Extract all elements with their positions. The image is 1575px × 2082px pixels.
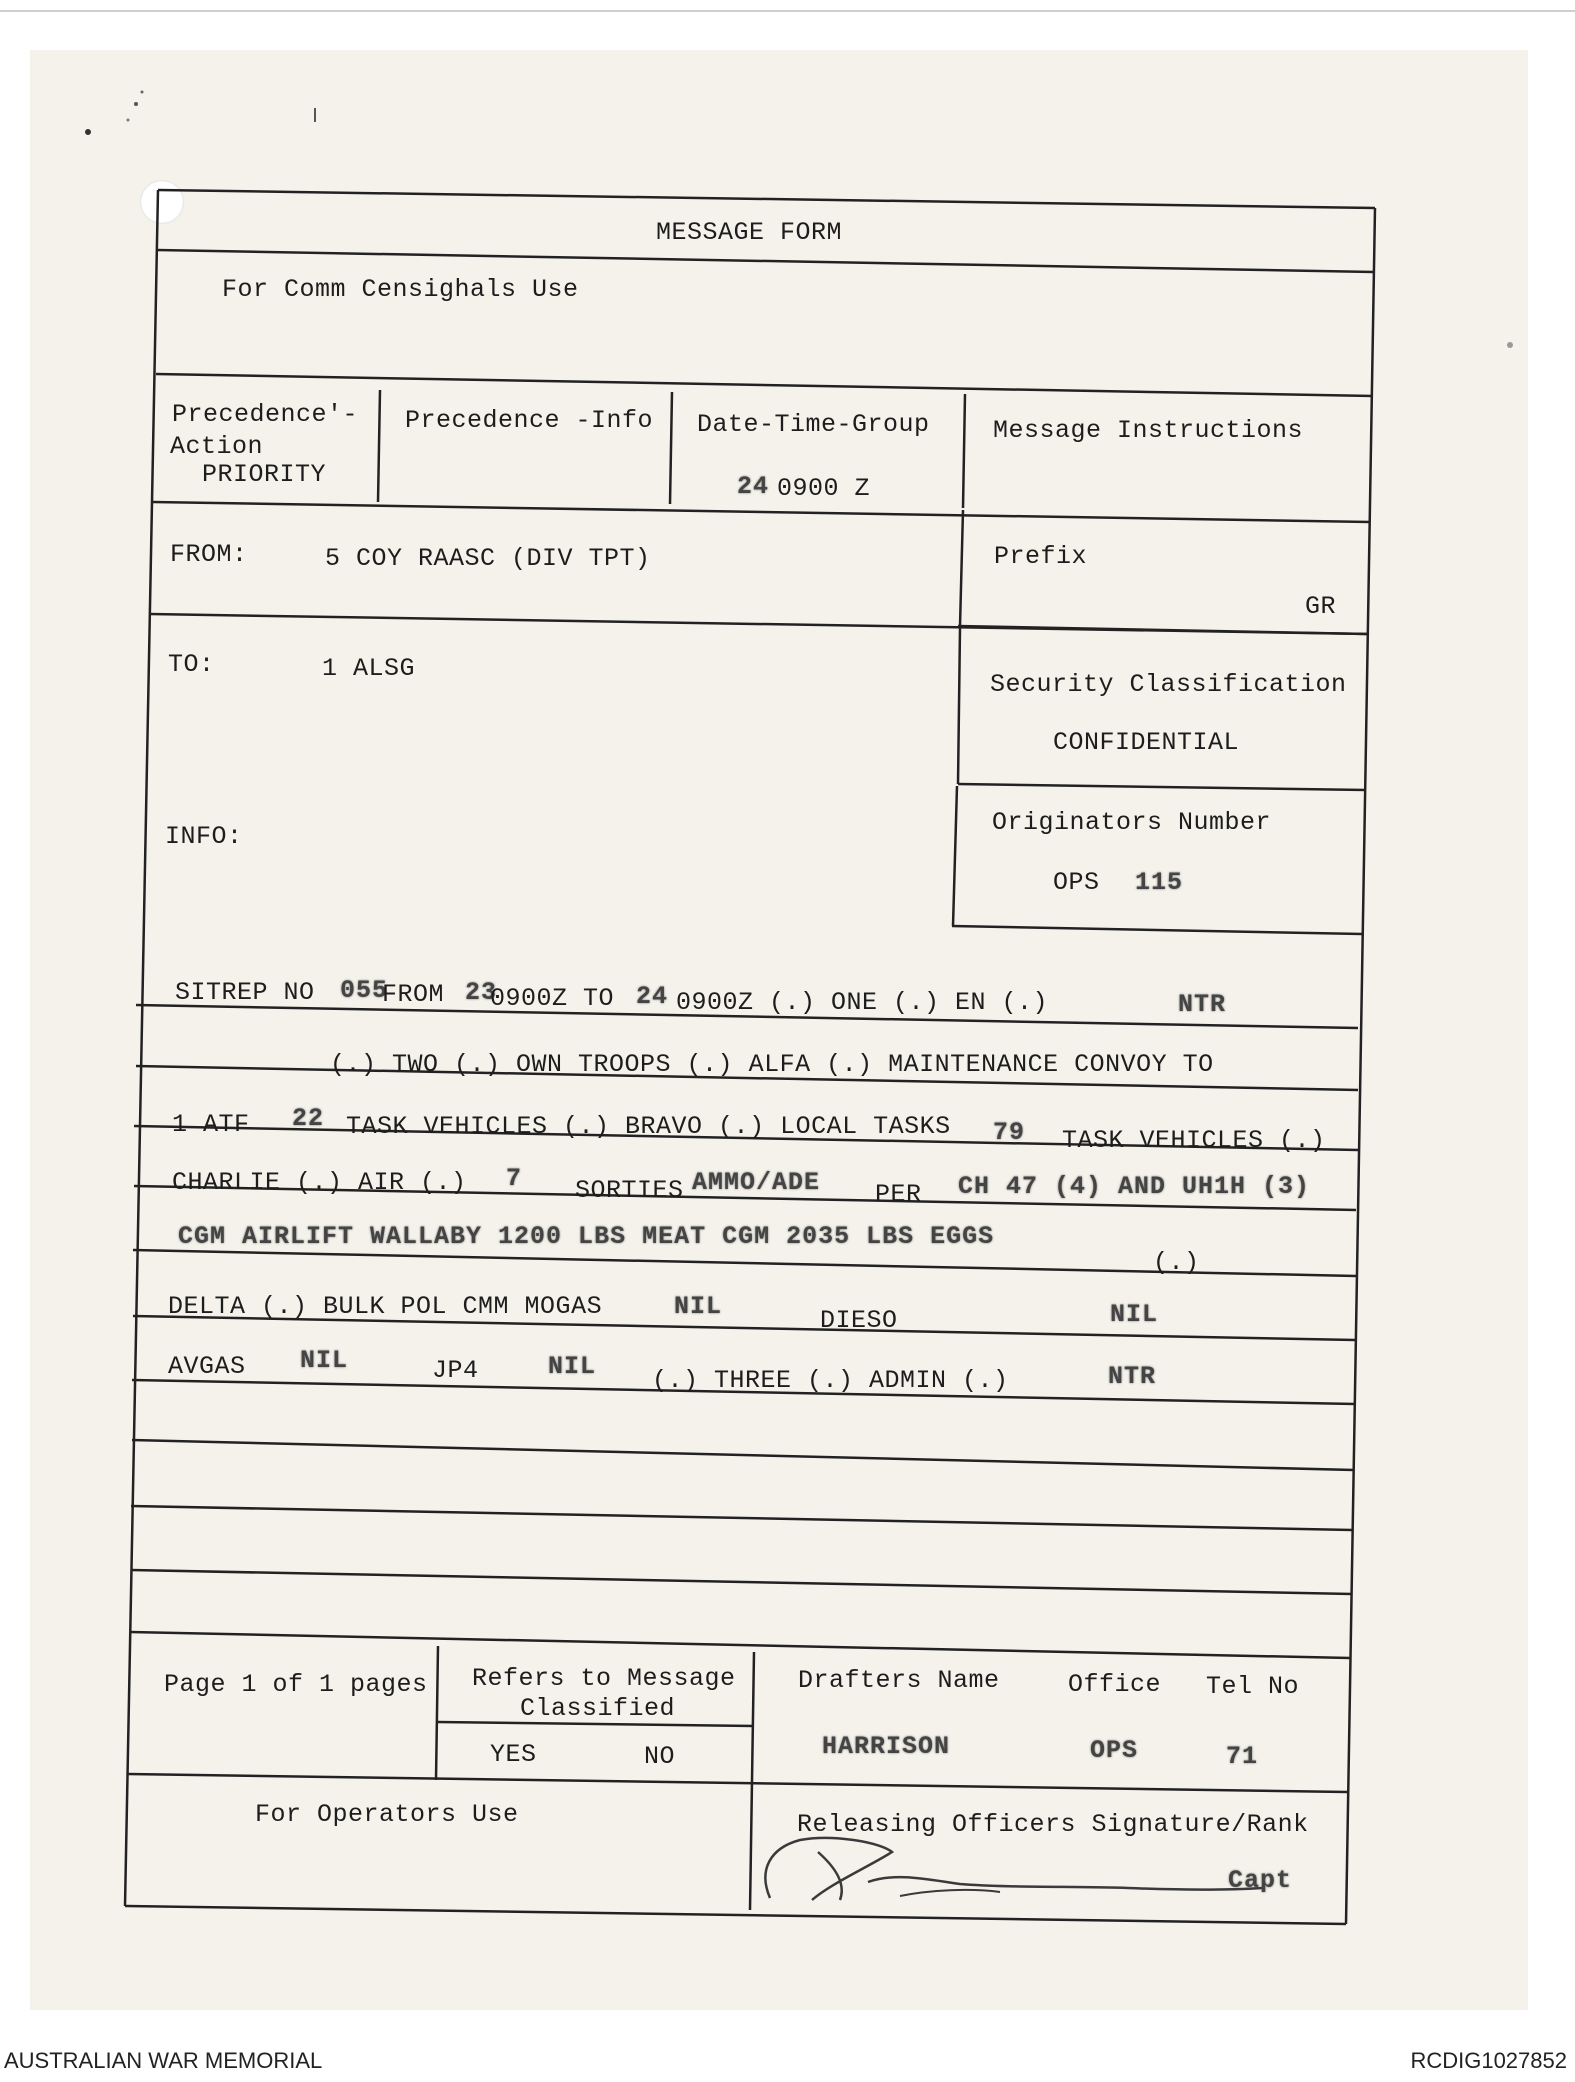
dtg-day-stamp: 24 bbox=[737, 472, 770, 501]
sorties-count-stamp: 7 bbox=[506, 1164, 523, 1193]
dtg-label: Date-Time-Group bbox=[697, 410, 930, 439]
yes-option: YES bbox=[490, 1740, 537, 1769]
body-line-3-mid: TASK VEHICLES (.) BRAVO (.) LOCAL TASKS bbox=[346, 1112, 951, 1141]
body-line-7-text: AVGAS bbox=[168, 1352, 246, 1381]
precedence-info-label: Precedence -Info bbox=[405, 406, 654, 435]
precedence-action-label-2: Action bbox=[170, 432, 264, 461]
admin-ntr-stamp: NTR bbox=[1108, 1362, 1157, 1391]
rank-stamp: Capt bbox=[1228, 1866, 1293, 1895]
body-line-4-sorties: SORTIES bbox=[575, 1176, 684, 1205]
body-line-1-text: SITREP NO bbox=[175, 978, 315, 1007]
body-line-1-from: FROM bbox=[382, 980, 445, 1009]
message-instructions-label: Message Instructions bbox=[993, 416, 1304, 445]
body-line-1-mid: 0900Z TO bbox=[490, 984, 615, 1013]
office-label: Office bbox=[1068, 1670, 1162, 1699]
security-classification-label: Security Classification bbox=[990, 670, 1347, 699]
to-label: TO: bbox=[168, 650, 215, 679]
originators-number-stamp: 115 bbox=[1135, 868, 1184, 897]
aircraft-stamp: CH 47 (4) AND UH1H (3) bbox=[958, 1172, 1311, 1201]
refers-to-message-label: Refers to Message bbox=[472, 1664, 736, 1693]
precedence-action-value: PRIORITY bbox=[202, 460, 327, 489]
office-stamp: OPS bbox=[1090, 1736, 1139, 1765]
prefix-value: GR bbox=[1305, 592, 1337, 621]
body-line-6-text: DELTA (.) BULK POL CMM MOGAS bbox=[168, 1292, 603, 1321]
info-label: INFO: bbox=[165, 822, 243, 851]
dtg-value: 0900 Z bbox=[777, 474, 871, 503]
prefix-label: Prefix bbox=[994, 542, 1088, 571]
classified-label: Classified bbox=[520, 1694, 676, 1723]
originators-prefix: OPS bbox=[1053, 868, 1100, 897]
tel-no-stamp: 71 bbox=[1226, 1742, 1259, 1771]
from-label: FROM: bbox=[170, 540, 248, 569]
body-line-7-jp4: JP4 bbox=[432, 1356, 479, 1385]
jp4-nil-stamp: NIL bbox=[548, 1352, 597, 1381]
page-count-label: Page 1 of 1 pages bbox=[164, 1670, 428, 1699]
body-line-7-mid: (.) THREE (.) ADMIN (.) bbox=[652, 1366, 1009, 1395]
body-line-6-dieso: DIESO bbox=[820, 1306, 898, 1335]
local-tasks-count-stamp: 79 bbox=[993, 1118, 1026, 1147]
to-day-stamp: 24 bbox=[636, 982, 669, 1011]
airlift-stamp: CGM AIRLIFT WALLABY 1200 LBS MEAT CGM 2035 LBS EGGS bbox=[178, 1222, 995, 1251]
releasing-officer-label: Releasing Officers Signature/Rank bbox=[797, 1810, 1309, 1839]
body-line-4-per: PER bbox=[875, 1180, 922, 1209]
archive-name: AUSTRALIAN WAR MEMORIAL bbox=[4, 2048, 323, 2073]
body-line-5-end: (.) bbox=[1153, 1248, 1200, 1277]
originators-number-label: Originators Number bbox=[992, 808, 1272, 837]
precedence-action-label: Precedence'- bbox=[172, 400, 359, 429]
body-line-3-end: TASK VEHICLES (.) bbox=[1062, 1126, 1326, 1155]
sitrep-number-stamp: 055 bbox=[340, 976, 389, 1005]
drafters-name-label: Drafters Name bbox=[798, 1666, 1000, 1695]
form-title: MESSAGE FORM bbox=[656, 218, 843, 247]
task-vehicles-count-stamp: 22 bbox=[292, 1104, 325, 1133]
from-day-stamp: 23 bbox=[465, 978, 498, 1007]
comm-centre-label: For Comm Censighals Use bbox=[222, 275, 579, 304]
body-line-4-text: CHARLIE (.) AIR (.) bbox=[172, 1168, 467, 1197]
body-line-1-end: 0900Z (.) ONE (.) EN (.) bbox=[676, 988, 1049, 1017]
ammo-stamp: AMMO/ADE bbox=[692, 1168, 821, 1197]
drafters-name-stamp: HARRISON bbox=[822, 1732, 951, 1761]
to-value: 1 ALSG bbox=[322, 654, 416, 683]
mogas-nil-stamp: NIL bbox=[674, 1292, 723, 1321]
avgas-nil-stamp: NIL bbox=[300, 1346, 349, 1375]
body-line-2-text: (.) TWO (.) OWN TROOPS (.) ALFA (.) MAINTENANCE CONVOY TO bbox=[330, 1050, 1214, 1079]
no-option: NO bbox=[644, 1742, 676, 1771]
enemy-ntr-stamp: NTR bbox=[1178, 990, 1227, 1019]
tel-no-label: Tel No bbox=[1206, 1672, 1300, 1701]
operators-use-label: For Operators Use bbox=[255, 1800, 519, 1829]
archive-id: RCDIG1027852 bbox=[1410, 2048, 1567, 2073]
dieso-nil-stamp: NIL bbox=[1110, 1300, 1159, 1329]
from-value: 5 COY RAASC (DIV TPT) bbox=[325, 544, 651, 573]
body-line-3-text: 1 ATF bbox=[172, 1110, 250, 1139]
security-classification-value: CONFIDENTIAL bbox=[1053, 728, 1240, 757]
